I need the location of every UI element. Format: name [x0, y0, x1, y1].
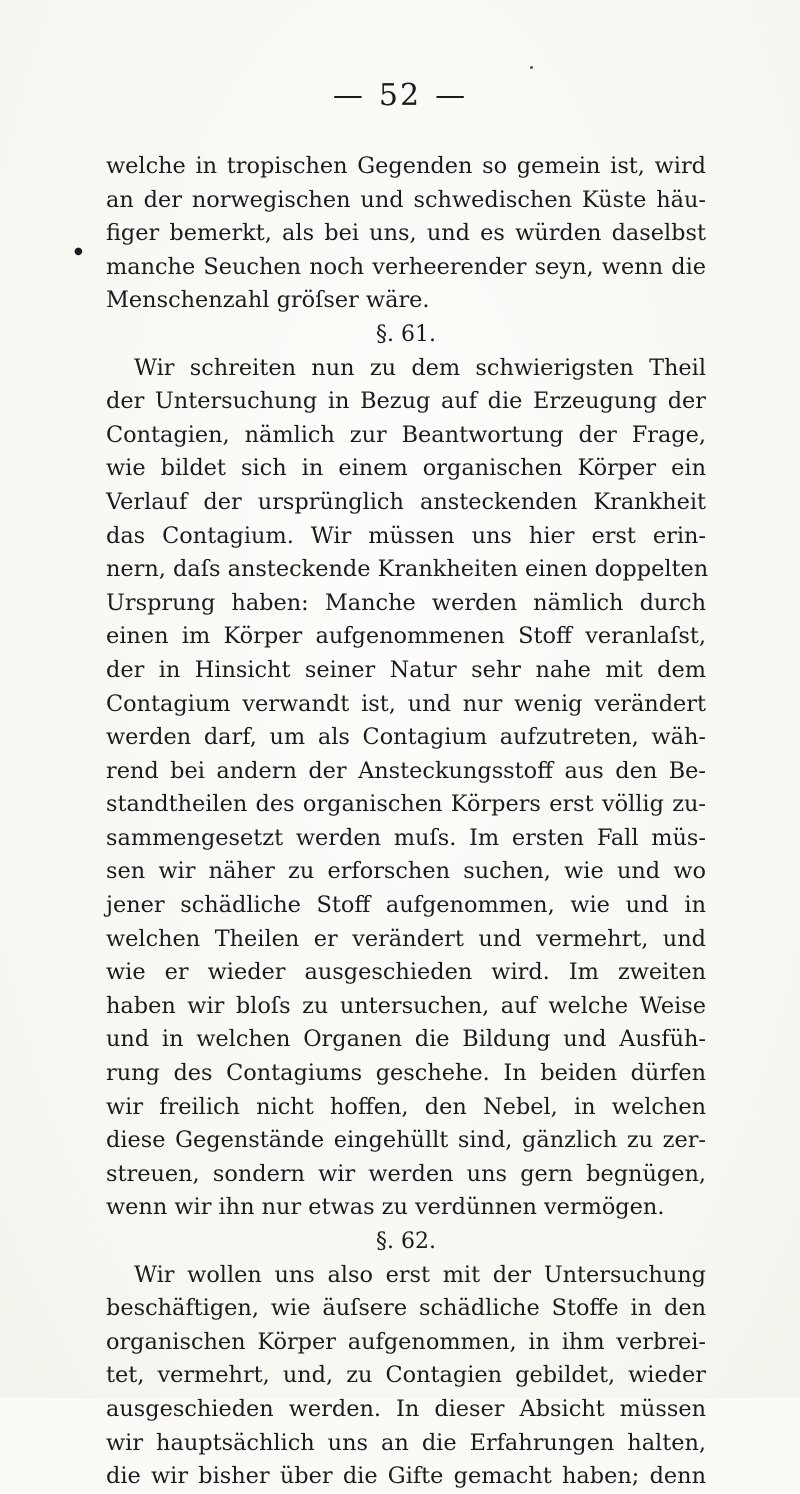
page-number-dash-right: —: [435, 78, 468, 113]
text-line: an der norwegischen und schwedischen Küste häu-: [106, 186, 706, 213]
ink-speck: [530, 66, 533, 69]
text-line: jener schädliche Stoff aufgenommen, wie und in: [106, 892, 706, 919]
text-line: manche Seuchen noch verheerender seyn, wenn die: [106, 253, 706, 280]
section-heading: §. 62.: [376, 1229, 436, 1254]
section-62: [106, 1225, 706, 1494]
text-line: welche in tropischen Gegenden so gemein ist, wird: [106, 153, 706, 179]
text-line: figer bemerkt, als bei uns, und es würden daselbst: [106, 220, 706, 247]
text-line: der Untersuchung in Bezug auf die Erzeugung der: [106, 388, 706, 415]
text-line: der in Hinsicht seiner Natur sehr nahe mit dem: [106, 656, 706, 683]
text-line: wir freilich nicht hoffen, den Nebel, in welchen: [106, 1093, 706, 1120]
text-line: beschäftigen, wie äuſsere schädliche Stoffe in den: [106, 1295, 706, 1322]
text-line: wie er wieder ausgeschieden wird. Im zweiten: [106, 959, 706, 986]
text-line: tet, vermehrt, und, zu Contagien gebildet, wieder: [106, 1362, 706, 1389]
text-line: einen im Körper aufgenommenen Stoff veranlaſst,: [106, 623, 706, 650]
text-line: standtheilen des organischen Körpers erst völlig zu-: [106, 791, 706, 818]
text-line: wenn wir ihn nur etwas zu verdünnen vermögen.: [106, 1194, 665, 1221]
text-line: organischen Körper aufgenommen, in ihm verbrei-: [106, 1328, 706, 1355]
text-line: Contagien, nämlich zur Beantwortung der Frage,: [106, 421, 706, 448]
text-line: Menschenzahl gröſser wäre.: [106, 287, 430, 314]
text-line: und in welchen Organen die Bildung und Ausfüh-: [106, 1026, 706, 1053]
page-number-dash-left: —: [332, 78, 365, 113]
text-line: werden darf, um als Contagium aufzutreten, wäh-: [106, 724, 706, 751]
text-line: nern, daſs ansteckende Krankheiten einen doppelten: [106, 556, 709, 583]
section-61: [106, 318, 709, 1225]
text-line: rung des Contagiums geschehe. In beiden dürfen: [106, 1060, 706, 1087]
text-line: Ursprung haben: Manche werden nämlich durch: [106, 589, 706, 616]
section-heading: §. 61.: [376, 321, 436, 347]
text-line: das Contagium. Wir müssen uns hier erst erin-: [106, 522, 706, 549]
text-line: streuen, sondern wir werden uns gern begnügen,: [106, 1160, 706, 1187]
text-line: ausgeschieden werden. In dieser Absicht müssen: [106, 1395, 706, 1422]
text-line: diese Gegenstände eingehüllt sind, gänzlich zu zer-: [106, 1127, 706, 1154]
body-text: [106, 150, 709, 1494]
text-line: wie bildet sich in einem organischen Körper ein: [106, 455, 706, 482]
text-line: die wir bisher über die Gifte gemacht haben; denn: [106, 1463, 706, 1490]
text-line: rend bei andern der Ansteckungsstoff aus den Be-: [106, 757, 706, 784]
text-line: haben wir bloſs zu untersuchen, auf welche Weise: [106, 992, 706, 1019]
text-line: sammengesetzt werden muſs. Im ersten Fall müs-: [106, 824, 706, 851]
text-line: wir hauptsächlich uns an die Erfahrungen halten,: [106, 1429, 706, 1456]
page-number: [0, 78, 800, 113]
text-line: Wir schreiten nun zu dem schwierigsten Theil: [134, 354, 706, 381]
paragraph-continuation: [106, 150, 706, 318]
page-number-text: 52: [378, 78, 422, 113]
text-line: Contagium verwandt ist, und nur wenig verändert: [106, 690, 706, 717]
text-line: welchen Theilen er verändert und vermehrt, und: [106, 925, 706, 952]
margin-mark: ●: [74, 246, 83, 257]
text-line: Verlauf der ursprünglich ansteckenden Krankheit: [106, 488, 706, 515]
text-line: sen wir näher zu erforschen suchen, wie und wo: [106, 858, 706, 885]
text-line: Wir wollen uns also erst mit der Untersuchung: [134, 1261, 706, 1288]
